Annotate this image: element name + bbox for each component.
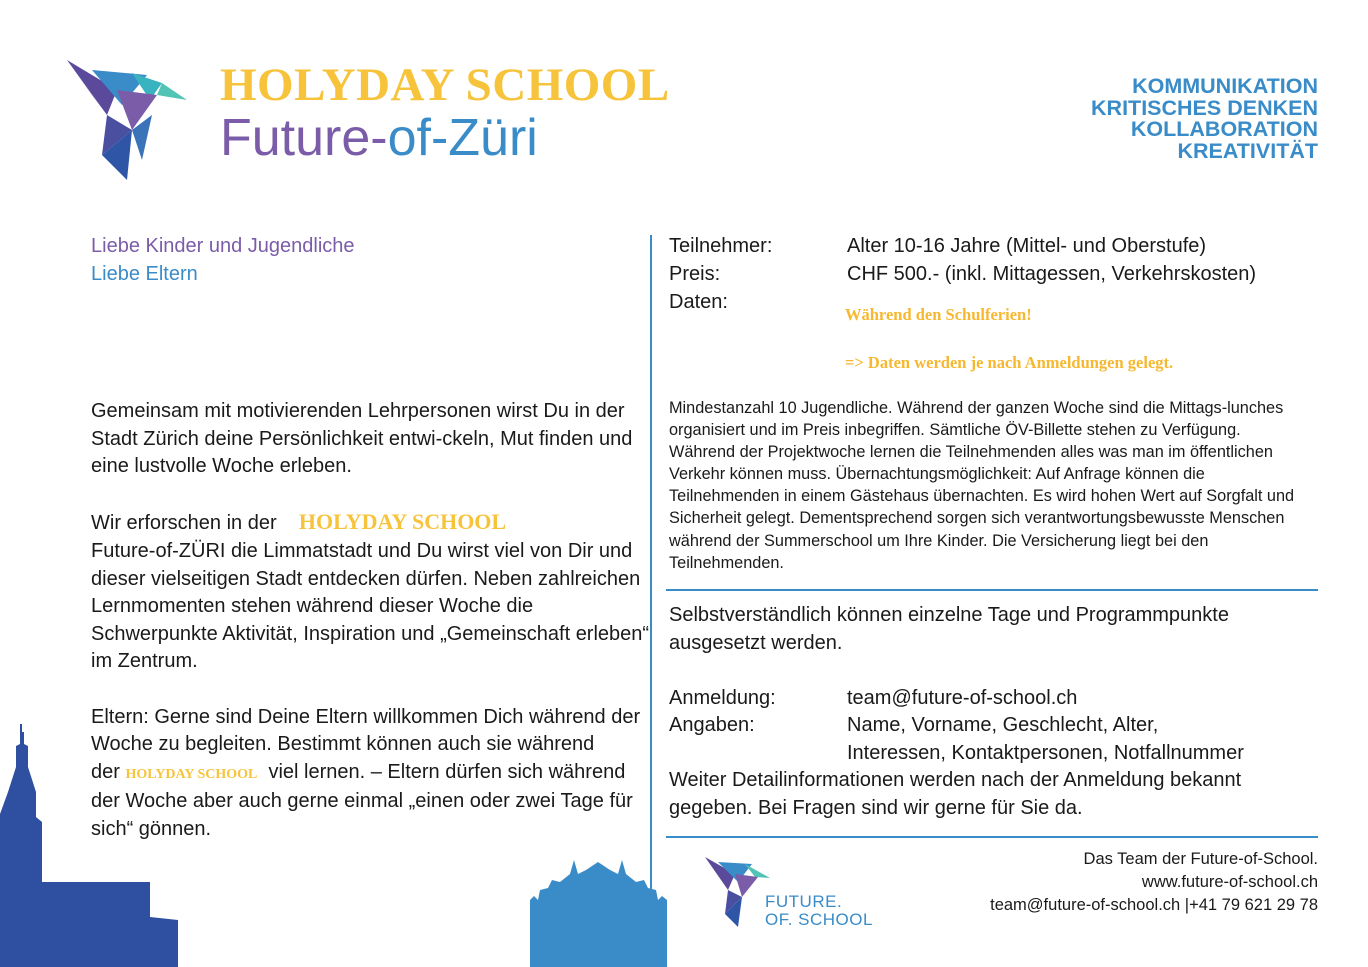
closing-text: Weiter Detailinformationen werden nach der Anmeldung bekannt gegeben. Bei Fragen sind wir gerne für Sie da. xyxy=(669,769,1242,819)
registration-row xyxy=(669,685,1319,713)
info-row-participants xyxy=(669,232,1256,260)
dates-label: Daten: xyxy=(669,291,728,313)
details-row xyxy=(669,712,1319,767)
registration-email[interactable]: team@future-of-school.ch xyxy=(847,686,1078,709)
info-row-price xyxy=(669,260,1256,288)
page-title: HOLYDAY SCHOOL xyxy=(220,59,670,111)
footer-email-phone[interactable]: team@future-of-school.ch |+41 79 621 29 78 xyxy=(990,896,1318,914)
footer-team: Das Team der Future-of-School. xyxy=(1083,850,1318,868)
page-subtitle xyxy=(220,108,538,168)
greeting xyxy=(91,232,355,288)
p3-before: Eltern: Gerne sind Deine Eltern willkommen Dich während der Woche zu begleiten. Bestimmt können auch sie während der xyxy=(91,705,641,783)
skills-list xyxy=(1091,76,1318,162)
details-value xyxy=(847,712,1244,767)
footer-website[interactable]: www.future-of-school.ch xyxy=(1141,873,1318,891)
building-silhouette xyxy=(530,860,667,967)
details-label: Angaben: xyxy=(669,714,755,736)
logo-text-line2: OF. SCHOOL xyxy=(765,910,873,929)
subtitle-part2: of-Züri xyxy=(387,109,538,167)
registration-label: Anmeldung: xyxy=(669,686,776,709)
optional-days-note: Selbstverständlich können einzelne Tage und Programmpunkte ausgesetzt werden. xyxy=(669,604,1229,654)
participants-value: Alter 10-16 Jahre (Mittel- und Oberstufe) xyxy=(847,235,1207,257)
divider-line xyxy=(666,836,1318,838)
contact-block xyxy=(669,602,1319,822)
dates-note xyxy=(845,303,1173,375)
skill-item: KRITISCHES DENKEN xyxy=(1091,95,1318,120)
participants-label: Teilnehmer: xyxy=(669,235,773,257)
price-label: Preis: xyxy=(669,263,721,285)
greeting-line2: Liebe Eltern xyxy=(91,263,198,285)
p2-after: Future-of-ZÜRI die Limmatstadt und Du wirst viel von Dir und dieser vielseitigen Stadt entdecken dürfen. Neben zahlreichen Lernmomenten stehen während dieser Woche die Schwerpunkte Aktivität, Inspiration und „Gemeinschaft erleben“ im Zentrum. xyxy=(91,539,650,673)
p2-before: Wir erforschen in der xyxy=(91,512,277,535)
column-divider xyxy=(650,235,652,965)
details-text: Mindestanzahl 10 Jugendliche. Während der ganzen Woche sind die Mittags-lunches organisiert und im Preis inbegriffen. Sämtliche ÖV-Billette stehen zu Verfügung. Während der Projektwoche lernen die Teilnehmenden alles was man im öffentlichen Verkehr können muss. Übernachtungsmöglichkeit: Auf Anfrage können die Teilnehmenden in einem Gästehaus übernachten. Es wird hohen Wert auf Sorgfalt und Sicherheit gelegt. Dementsprechend sorgen sich verantwortungsbewusste Menschen während der Summerschool um Ihre Kinder. Die Versicherung liegt bei den Teilnehmenden. xyxy=(669,399,1295,572)
hummingbird-logo xyxy=(62,55,192,185)
divider-line xyxy=(666,589,1318,591)
dates-note-2: => Daten werden je nach Anmeldungen gelegt. xyxy=(845,353,1174,372)
paragraph-2 xyxy=(91,508,651,676)
inline-logo: HOLYDAY SCHOOL xyxy=(125,766,258,782)
skill-item: KOLLABORATION xyxy=(1130,117,1318,141)
price-value: CHF 500.- (inkl. Mittagessen, Verkehrskosten) xyxy=(847,263,1257,285)
skill-item: KOMMUNIKATION xyxy=(1132,74,1318,98)
skill-item: KREATIVITÄT xyxy=(1177,138,1318,163)
greeting-line1: Liebe Kinder und Jugendliche xyxy=(91,235,355,257)
church-silhouette xyxy=(0,722,180,967)
paragraph-1: Gemeinsam mit motivierenden Lehrpersonen wirst Du in der Stadt Zürich deine Persönlichkeit entwi-ckeln, Mut finden und eine lustvolle Woche erleben. xyxy=(91,400,633,478)
logo-text-line1: FUTURE. xyxy=(765,892,843,911)
details-value-line1: Name, Vorname, Geschlecht, Alter, xyxy=(847,714,1159,736)
details-value-line2: Interessen, Kontaktpersonen, Notfallnummer xyxy=(847,741,1244,764)
inline-logo: HOLYDAY SCHOOL xyxy=(298,509,507,535)
p3-after: viel lernen. – Eltern dürfen sich während der Woche aber auch gerne einmal „einen oder zwei Tage für sich“ gönnen. xyxy=(91,760,633,840)
subtitle-part1: Future- xyxy=(220,109,388,167)
footer-contact xyxy=(990,848,1318,917)
future-of-school-logo-text xyxy=(765,893,873,929)
dates-note-1: Während den Schulferien! xyxy=(845,305,1032,324)
